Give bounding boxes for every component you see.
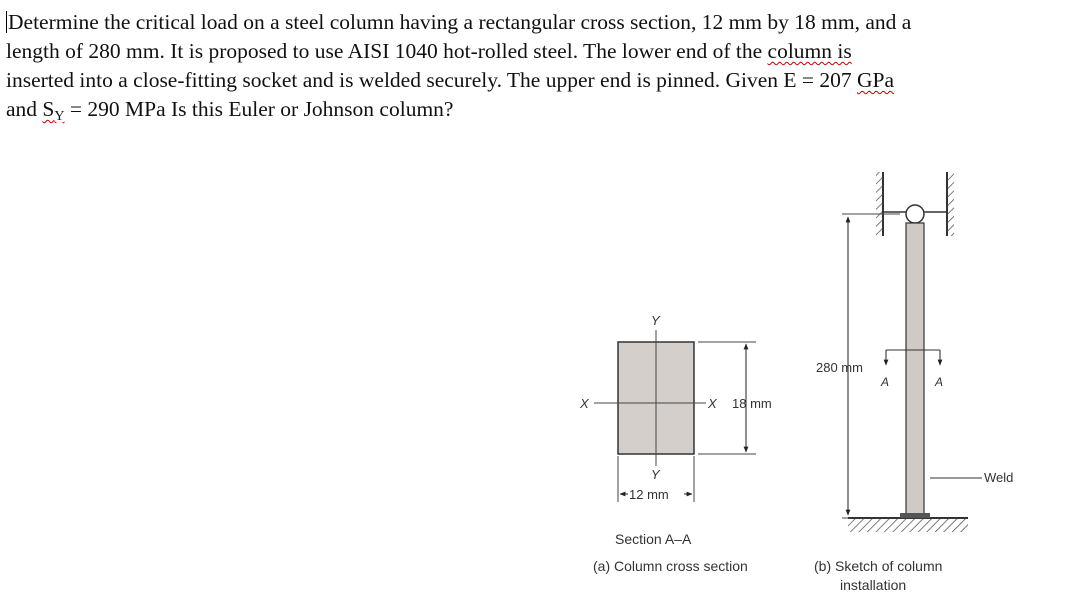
spelling-flag-sy: $S_Y$ (42, 97, 65, 124)
problem-line-4: and $S_Y = 290$ MPa Is this Euler or Johnson column? (6, 97, 454, 124)
column-body (906, 223, 924, 518)
section-label: Section A–A (615, 531, 692, 547)
spelling-flag: GPa (857, 68, 895, 92)
pin-joint (906, 205, 924, 223)
column-installation (814, 172, 1013, 593)
section-mark-right: A (935, 375, 944, 389)
column-figure (560, 160, 1060, 600)
height-dimension-label: 18 mm (732, 396, 772, 411)
problem-statement (6, 8, 1066, 131)
cross-section (579, 313, 772, 574)
problem-line-3: inserted into a close-fitting socket and is welded securely. The upper end is pinned. Given E = 207 GPa (6, 68, 895, 92)
installation-caption-line-1: (b) Sketch of column (814, 558, 943, 574)
cross-section-caption: (a) Column cross section (593, 558, 748, 574)
section-mark-left: A (881, 375, 890, 389)
grammar-flag: column is (767, 39, 852, 63)
problem-line-2: length of 280 mm. It is proposed to use AISI 1040 hot-rolled steel. The lower end of the column is (6, 39, 852, 63)
text-cursor (6, 11, 7, 33)
problem-line-1: Determine the critical load on a steel column having a rectangular cross section, 12 mm by 18 mm, and a (8, 10, 912, 34)
ground-support (848, 518, 968, 532)
width-dimension-label: 12 mm (629, 487, 669, 502)
axis-x-left-label: X (580, 396, 589, 411)
weld-mark (900, 513, 930, 518)
length-dimension-label: 280 mm (816, 360, 863, 375)
installation-caption-line-2: installation (840, 577, 907, 593)
axis-y-top-label: Y (651, 313, 660, 328)
axis-y-bottom-label: Y (651, 467, 660, 482)
axis-x-right-label: X (708, 396, 717, 411)
weld-label: Weld (984, 470, 1014, 485)
